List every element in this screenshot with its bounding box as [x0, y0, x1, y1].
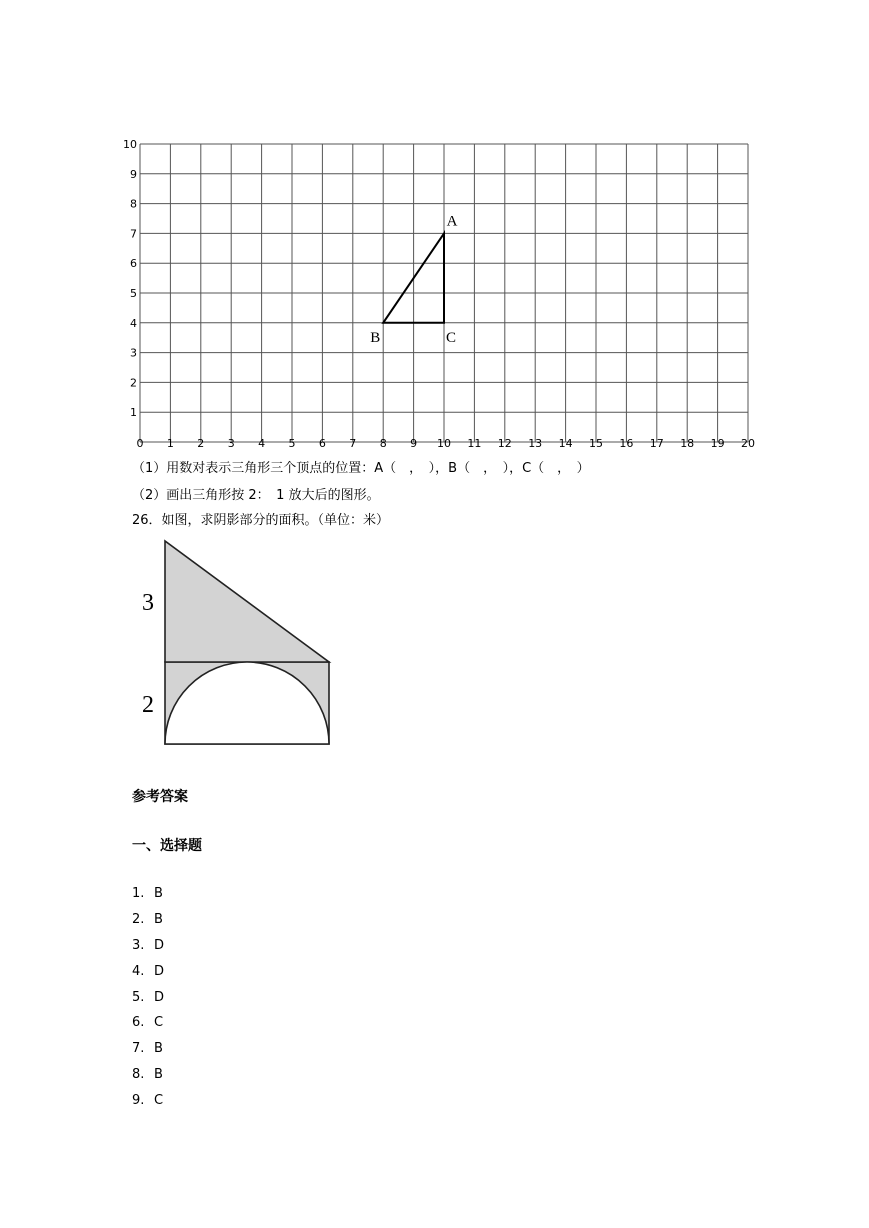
shaded-area-figure — [138, 536, 338, 748]
answer-item — [132, 936, 164, 962]
answer-item — [132, 1091, 164, 1117]
x-tick-label: 6 — [318, 437, 326, 450]
y-tick-label: 9 — [130, 167, 137, 181]
answer-number: 3. — [132, 937, 145, 953]
answer-item — [132, 1039, 164, 1065]
answer-value: B — [154, 1067, 163, 1083]
x-tick-label: 12 — [497, 437, 512, 450]
x-tick-label: 4 — [258, 437, 266, 450]
x-tick-label: 16 — [619, 437, 634, 450]
answer-key-title: 参考答案 — [132, 789, 188, 805]
y-tick-label: 3 — [130, 346, 137, 360]
y-tick-label: 5 — [130, 287, 137, 300]
answer-value: D — [154, 963, 165, 979]
x-tick-label: 5 — [288, 437, 296, 450]
answer-value: B — [154, 1041, 163, 1057]
answer-number: 7. — [132, 1041, 145, 1057]
coordinate-grid — [123, 132, 768, 452]
answer-number: 6. — [132, 1015, 145, 1031]
vertex-label-a: A — [446, 213, 458, 230]
x-tick-label: 3 — [227, 437, 235, 450]
x-tick-label: 2 — [197, 437, 205, 450]
answer-number: 2. — [132, 911, 145, 927]
x-tick-label: 18 — [680, 437, 695, 450]
dimension-label-3: 3 — [142, 590, 154, 616]
answer-item — [132, 1013, 164, 1039]
answer-item — [132, 962, 164, 988]
x-tick-label: 10 — [437, 437, 451, 450]
answer-number: 5. — [132, 989, 145, 1005]
dimension-label-2: 2 — [142, 692, 154, 718]
answer-value: D — [154, 937, 165, 953]
question-1-text: （1）用数对表示三角形三个顶点的位置：A（ ， ），B（ ， ），C（ ， ） — [132, 461, 590, 476]
x-tick-label: 1 — [166, 437, 174, 450]
x-axis-labels — [137, 437, 756, 450]
y-tick-label: 1 — [130, 406, 137, 420]
y-tick-label: 4 — [130, 316, 137, 330]
x-tick-label: 19 — [710, 437, 725, 450]
answer-value: B — [154, 886, 163, 901]
question-2-text: （2）画出三角形按 2： 1 放大后的图形。 — [132, 488, 380, 503]
x-tick-label: 17 — [649, 437, 664, 450]
x-tick-label: 14 — [558, 437, 573, 450]
question-26-text: 26．如图，求阴影部分的面积。（单位：米） — [132, 513, 390, 528]
x-tick-label: 9 — [410, 437, 418, 450]
y-tick-label: 8 — [130, 197, 137, 211]
answer-item — [132, 884, 164, 910]
answer-value: B — [154, 911, 163, 927]
answer-number: 1. — [132, 886, 145, 901]
answer-value: C — [154, 1015, 164, 1031]
x-tick-label: 8 — [379, 437, 387, 450]
answer-item — [132, 988, 164, 1014]
answer-item — [132, 910, 164, 936]
y-tick-label: 2 — [130, 376, 137, 390]
answer-value: C — [154, 1093, 164, 1109]
answer-value: D — [154, 989, 165, 1005]
x-tick-label: 13 — [528, 437, 543, 450]
y-tick-label: 6 — [130, 257, 137, 271]
vertex-label-b: B — [370, 329, 381, 346]
x-tick-label: 7 — [349, 437, 357, 450]
shaded-triangle — [165, 541, 329, 662]
y-tick-label: 10 — [123, 138, 137, 151]
x-tick-label: 0 — [136, 437, 144, 450]
answer-number: 4. — [132, 963, 145, 979]
answer-number: 8. — [132, 1067, 145, 1083]
answer-list — [132, 884, 164, 1117]
y-axis-labels — [123, 138, 137, 419]
y-tick-label: 7 — [130, 227, 137, 241]
x-tick-label: 20 — [741, 437, 755, 450]
vertex-label-c: C — [445, 329, 457, 346]
answer-item — [132, 1065, 164, 1091]
answer-number: 9. — [132, 1093, 145, 1109]
section-heading: 一、选择题 — [132, 838, 202, 854]
x-tick-label: 15 — [589, 437, 603, 450]
x-tick-label: 11 — [467, 437, 482, 450]
